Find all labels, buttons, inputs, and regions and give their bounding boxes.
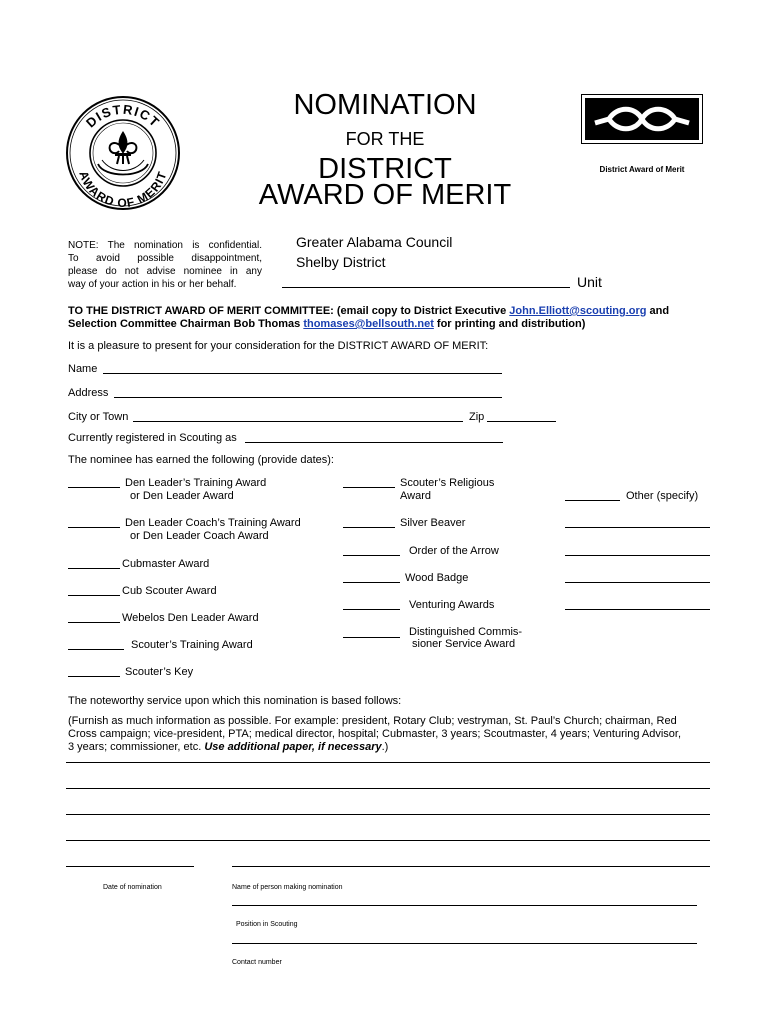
committee-text: for printing and distribution) bbox=[433, 318, 586, 330]
furnish-line-1: (Furnish as much information as possible. For example: president, Rotary Club; vestryman, St. Paul’s Church; chairman, Red bbox=[68, 715, 677, 727]
service-line[interactable] bbox=[66, 788, 710, 789]
award-wood-badge: Wood Badge bbox=[405, 572, 469, 584]
award-den-leader-alt: or Den Leader Award bbox=[130, 490, 234, 502]
contact-field[interactable] bbox=[232, 943, 697, 944]
zip-label: Zip bbox=[469, 411, 485, 423]
date-field-den-leader-coach[interactable] bbox=[68, 527, 120, 528]
committee-chairman-email-link[interactable]: thomases@bellsouth.net bbox=[303, 318, 434, 330]
date-field-wood-badge[interactable] bbox=[343, 582, 400, 583]
award-order-arrow: Order of the Arrow bbox=[409, 545, 499, 557]
service-line[interactable] bbox=[66, 762, 710, 763]
registered-field[interactable] bbox=[245, 442, 503, 443]
nominator-name-field[interactable] bbox=[232, 866, 710, 867]
position-label: Position in Scouting bbox=[236, 921, 298, 928]
award-cub-scouter: Cub Scouter Award bbox=[122, 585, 217, 597]
furnish-emphasis: Use additional paper, if necessary bbox=[204, 741, 382, 753]
name-label: Name bbox=[68, 363, 98, 375]
emblem-caption: District Award of Merit bbox=[599, 165, 685, 174]
service-line[interactable] bbox=[66, 840, 710, 841]
other-specify-field[interactable] bbox=[565, 527, 710, 528]
date-of-nomination-label: Date of nomination bbox=[103, 884, 162, 891]
award-silver-beaver: Silver Beaver bbox=[400, 517, 466, 529]
confidential-note bbox=[68, 239, 262, 291]
unit-field[interactable] bbox=[282, 287, 570, 288]
date-field-silver-beaver[interactable] bbox=[343, 527, 395, 528]
date-field-scouters-training[interactable] bbox=[68, 649, 124, 650]
committee-text: TO THE DISTRICT AWARD OF MERIT COMMITTEE: (email copy to District Executive bbox=[68, 305, 510, 317]
other-specify-field[interactable] bbox=[565, 555, 710, 556]
other-specify-field[interactable] bbox=[565, 582, 710, 583]
award-den-leader-coach-alt: or Den Leader Coach Award bbox=[130, 530, 269, 542]
date-field-commissioner[interactable] bbox=[343, 637, 400, 638]
date-field-scouters-key[interactable] bbox=[68, 676, 120, 677]
service-label: The noteworthy service upon which this nomination is based follows: bbox=[68, 695, 402, 707]
committee-line-1 bbox=[68, 305, 669, 318]
award-religious-alt: Award bbox=[400, 490, 431, 502]
title-nomination: NOMINATION bbox=[293, 89, 477, 121]
date-field-other[interactable] bbox=[565, 500, 620, 501]
note-line: please do not advise nominee in any bbox=[68, 266, 262, 277]
committee-line-2 bbox=[68, 318, 585, 331]
award-cubmaster: Cubmaster Award bbox=[122, 558, 210, 570]
date-field-den-leader[interactable] bbox=[68, 487, 120, 488]
intro-text: It is a pleasure to present for your consideration for the DISTRICT AWARD OF MERIT: bbox=[68, 340, 489, 352]
committee-text: and bbox=[646, 305, 670, 317]
zip-field[interactable] bbox=[487, 421, 556, 422]
date-field-webelos[interactable] bbox=[68, 622, 120, 623]
note-line: way of your action in his or her behalf. bbox=[68, 279, 237, 290]
date-field-order-arrow[interactable] bbox=[343, 555, 400, 556]
contact-label: Contact number bbox=[232, 959, 282, 966]
district-name: Shelby District bbox=[296, 254, 386, 270]
registered-label: Currently registered in Scouting as bbox=[68, 432, 237, 444]
note-line: NOTE: The nomination is confidential. bbox=[68, 240, 262, 251]
award-venturing: Venturing Awards bbox=[409, 599, 495, 611]
award-other-label: Other (specify) bbox=[626, 490, 699, 502]
name-field[interactable] bbox=[103, 373, 502, 374]
title-for-the: FOR THE bbox=[345, 129, 425, 149]
committee-text: Selection Committee Chairman Bob Thomas bbox=[68, 318, 304, 330]
date-field-religious[interactable] bbox=[343, 487, 395, 488]
service-line[interactable] bbox=[66, 814, 710, 815]
title-award-of-merit: AWARD OF MERIT bbox=[258, 179, 512, 211]
city-label: City or Town bbox=[68, 411, 129, 423]
award-scouters-training: Scouter’s Training Award bbox=[131, 639, 253, 651]
address-field[interactable] bbox=[114, 397, 502, 398]
award-commissioner: Distinguished Commis- bbox=[409, 626, 523, 638]
address-label: Address bbox=[68, 387, 109, 399]
position-field[interactable] bbox=[232, 905, 697, 906]
emblem-frame bbox=[581, 94, 703, 144]
date-field-cubmaster[interactable] bbox=[68, 568, 120, 569]
earned-label: The nominee has earned the following (provide dates): bbox=[68, 454, 334, 466]
award-den-leader: Den Leader’s Training Award bbox=[125, 477, 267, 489]
other-specify-field[interactable] bbox=[565, 609, 710, 610]
seal-text-top: DISTRICT bbox=[82, 101, 164, 131]
district-executive-email-link[interactable]: John.Elliott@scouting.org bbox=[509, 305, 647, 317]
award-webelos: Webelos Den Leader Award bbox=[122, 612, 259, 624]
date-of-nomination-field[interactable] bbox=[66, 866, 194, 867]
award-scouters-key: Scouter’s Key bbox=[125, 666, 194, 678]
award-den-leader-coach: Den Leader Coach’s Training Award bbox=[125, 517, 301, 529]
nominator-name-label: Name of person making nomination bbox=[232, 884, 343, 891]
council-name: Greater Alabama Council bbox=[296, 234, 453, 250]
furnish-text: .) bbox=[381, 741, 389, 753]
furnish-line-2: Cross campaign; vice-president, PTA; medical director, hospital; Cubmaster, 3 years; Scoutmaster, 4 years; Venturing Advisor, bbox=[68, 728, 682, 740]
seal-text-bottom: AWARD OF MERIT bbox=[76, 169, 170, 211]
date-field-cub-scouter[interactable] bbox=[68, 595, 120, 596]
district-award-seal bbox=[64, 94, 182, 212]
fleur-de-lis-icon bbox=[110, 131, 137, 164]
furnish-text: 3 years; commissioner, etc. bbox=[68, 741, 205, 753]
unit-label: Unit bbox=[577, 274, 602, 290]
award-religious: Scouter’s Religious bbox=[400, 477, 495, 489]
title-district: DISTRICT bbox=[318, 153, 452, 185]
city-field[interactable] bbox=[133, 421, 463, 422]
note-line: To avoid possible disappointment, bbox=[68, 253, 262, 264]
furnish-line-3 bbox=[68, 741, 388, 754]
square-knot-icon bbox=[585, 98, 699, 140]
date-field-venturing[interactable] bbox=[343, 609, 400, 610]
svg-text:DISTRICT bbox=[83, 102, 163, 131]
award-commissioner-alt: sioner Service Award bbox=[412, 638, 516, 650]
